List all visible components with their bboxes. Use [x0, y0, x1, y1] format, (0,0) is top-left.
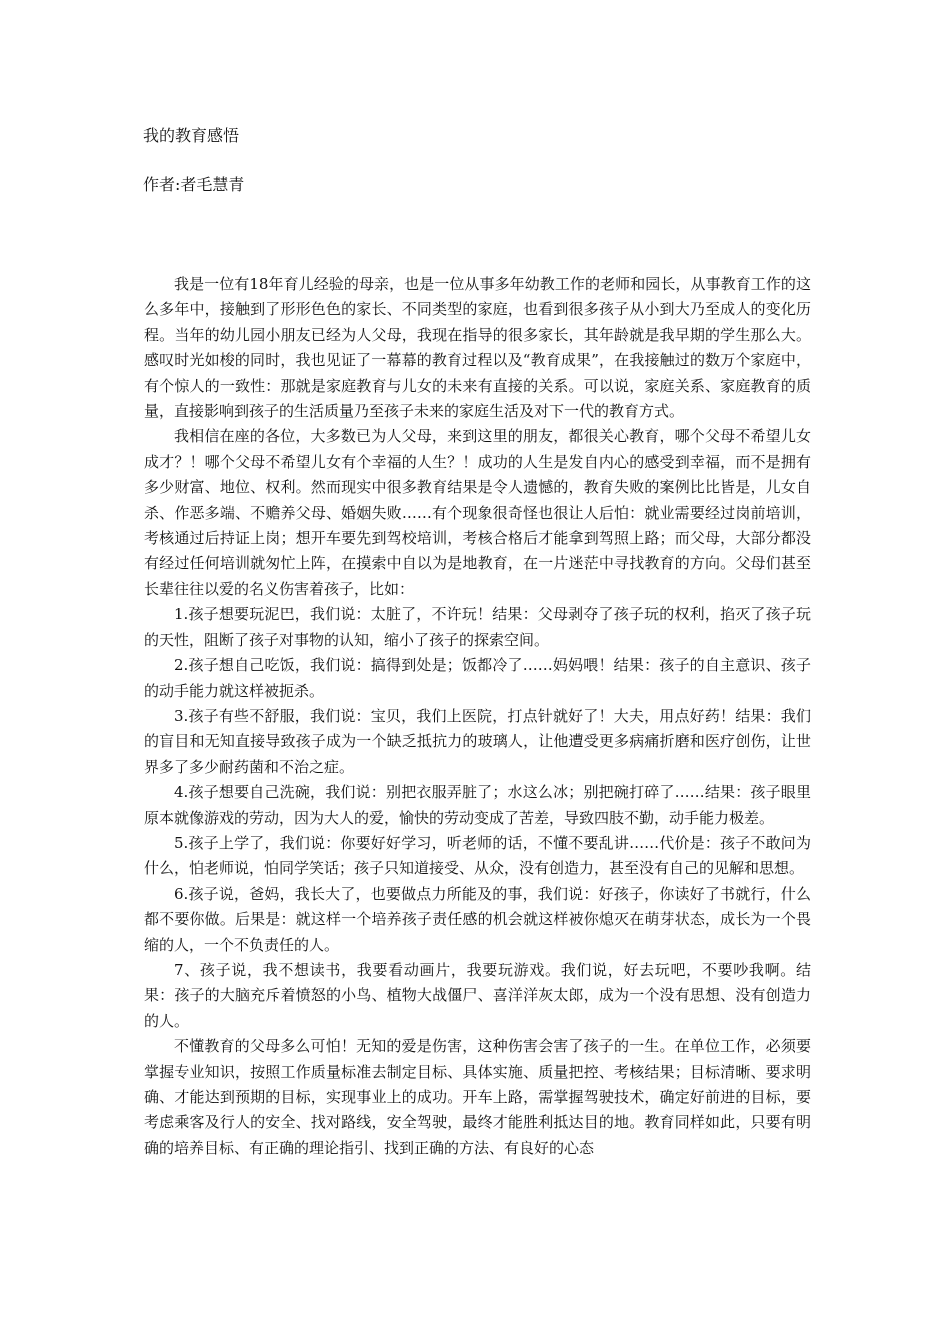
paragraph: 我是一位有18年育儿经验的母亲，也是一位从事多年幼教工作的老师和园长，从事教育工作的这么多年中，接触到了形形色色的家长、不同类型的家庭，也看到很多孩子从小到大乃至成人的变化历程。当年的幼儿园小朋友已经为人父母，我现在指导的很多家长，其年龄就是我早期的学生那么大。感叹时光如梭的同时，我也见证了一幕幕的教育过程以及“教育成果”，在我接触过的数万个家庭中，有个惊人的一致性：那就是家庭教育与儿女的未来有直接的关系。可以说，家庭关系、家庭教育的质量，直接影响到孩子的生活质量乃至孩子未来的家庭生活及对下一代的教育方式。 — [144, 275, 811, 421]
paragraph: 7、孩子说，我不想读书，我要看动画片，我要玩游戏。我们说，好去玩吧，不要吵我啊。结果：孩子的大脑充斥着愤怒的小鸟、植物大战僵尸、喜洋洋灰太郎，成为一个没有思想、没有创造力的人。 — [144, 960, 811, 1030]
document-author: 作者:者毛慧青 — [143, 175, 245, 194]
paragraph: 4.孩子想要自己洗碗，我们说：别把衣服弄脏了；水这么冰；别把碗打碎了……结果：孩子眼里原本就像游戏的劳动，因为大人的爱，愉快的劳动变成了苦差，导致四肢不勤，动手能力极差。 — [144, 783, 811, 827]
document-title: 我的教育感悟 — [143, 126, 240, 145]
paragraph: 我相信在座的各位，大多数已为人父母，来到这里的朋友，都很关心教育，哪个父母不希望儿女成才？！哪个父母不希望儿女有个幸福的人生？！成功的人生是发自内心的感受到幸福，而不是拥有多少财富、地位、权利。然而现实中很多教育结果是令人遗憾的，教育失败的案例比比皆是，儿女自杀、作恶多端、不赡养父母、婚姻失败……有个现象很奇怪也很让人后怕：就业需要经过岗前培训，考核通过后持证上岗；想开车要先到驾校培训，考核合格后才能拿到驾照上路；而父母，大部分都没有经过任何培训就匆忙上阵，在摸索中自以为是地教育，在一片迷茫中寻找教育的方向。父母们甚至长辈往往以爱的名义伤害着孩子，比如： — [144, 427, 811, 598]
paragraph: 1.孩子想要玩泥巴，我们说：太脏了，不许玩！结果：父母剥夺了孩子玩的权利，掐灭了孩子玩的天性，阻断了孩子对事物的认知，缩小了孩子的探索空间。 — [144, 605, 811, 649]
paragraph: 不懂教育的父母多么可怕！无知的爱是伤害，这种伤害会害了孩子的一生。在单位工作，必须要掌握专业知识，按照工作质量标准去制定目标、具体实施、质量把控、考核结果；目标清晰、要求明确、才能达到预期的目标，实现事业上的成功。开车上路，需掌握驾驶技术，确定好前进的目标，要考虑乘客及行人的安全、找对路线，安全驾驶，最终才能胜利抵达目的地。教育同样如此，只要有明确的培养目标、有正确的理论指引、找到正确的方法、有良好的心态 — [144, 1037, 811, 1157]
paragraph: 5.孩子上学了，我们说：你要好好学习，听老师的话，不懂不要乱讲……代价是：孩子不敢问为什么，怕老师说，怕同学笑话；孩子只知道接受、从众，没有创造力，甚至没有自己的见解和思想。 — [144, 833, 811, 878]
paragraph: 3.孩子有些不舒服，我们说：宝贝，我们上医院，打点针就好了！大夫，用点好药！结果：我们的盲目和无知直接导致孩子成为一个缺乏抵抗力的玻璃人，让他遭受更多病痛折磨和医疗创伤，让世界多了多少耐药菌和不治之症。 — [144, 706, 811, 776]
paragraph: 2.孩子想自己吃饭，我们说：搞得到处是；饭都冷了……妈妈喂！结果：孩子的自主意识、孩子的动手能力就这样被扼杀。 — [144, 656, 811, 700]
paragraph: 6.孩子说，爸妈，我长大了，也要做点力所能及的事，我们说：好孩子，你读好了书就行，什么都不要你做。后果是：就这样一个培养孩子责任感的机会就这样被你熄灭在萌芽状态，成长为一个畏缩的人，一个不负责任的人。 — [144, 884, 811, 954]
document-body — [144, 272, 811, 1161]
